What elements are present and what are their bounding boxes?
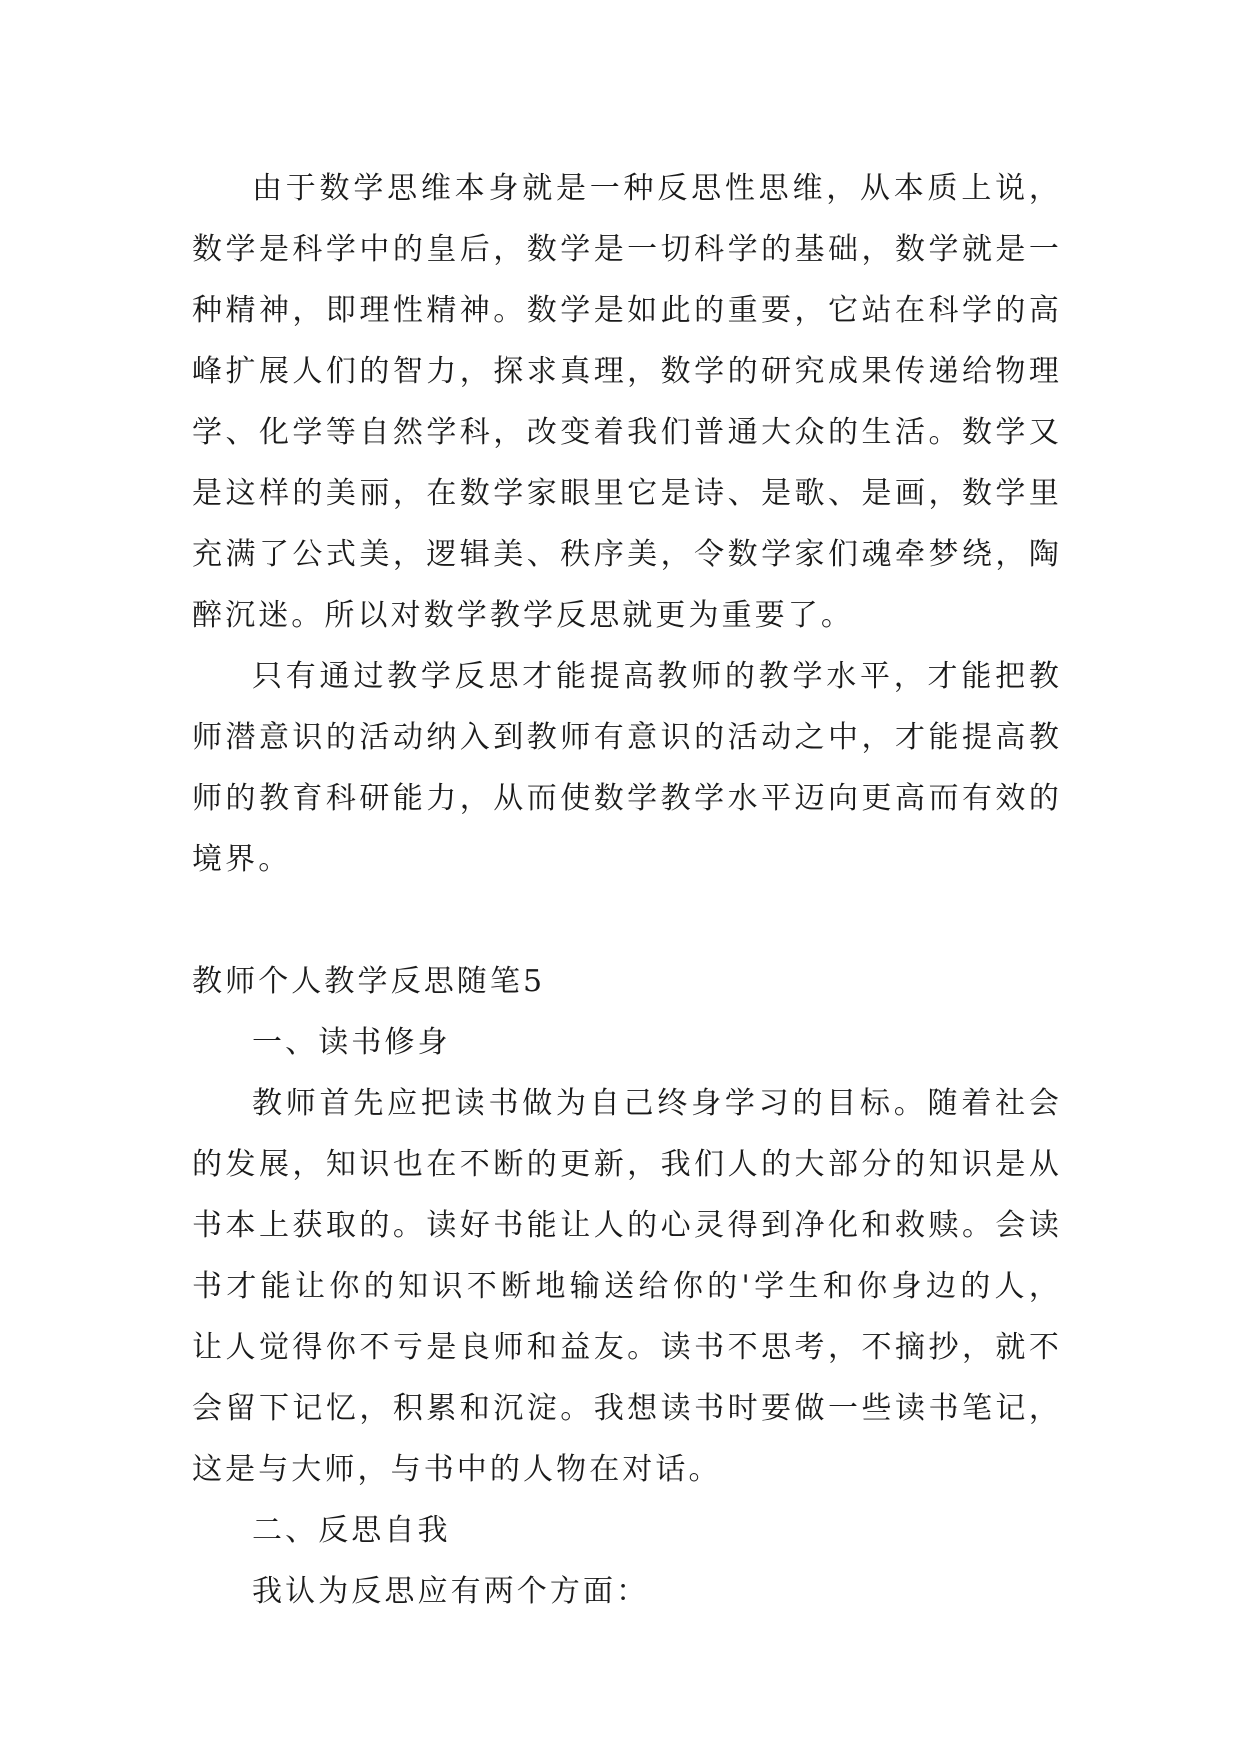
paragraph-teaching-reflection: 只有通过教学反思才能提高教师的教学水平，才能把教师潜意识的活动纳入到教师有意识的活动之中，才能提高教师的教育科研能力，从而使数学教学水平迈向更高而有效的境界。: [192, 659, 1062, 877]
subheading-reading: 一、读书修身: [252, 1025, 451, 1060]
paragraph-reading: 教师首先应把读书做为自己终身学习的目标。随着社会的发展，知识也在不断的更新，我们人的大部分的知识是从书本上获取的。读好书能让人的心灵得到净化和救赎。会读书才能让你的知识不断地输送给你的'学生和你身边的人，让人觉得你不亏是良师和益友。读书不思考，不摘抄，就不会留下记忆，积累和沉淀。我想读书时要做一些读书笔记，这是与大师，与书中的人物在对话。: [192, 1086, 1062, 1487]
paragraph-two-aspects: 我认为反思应有两个方面：: [252, 1574, 650, 1609]
subheading-self-reflection: 二、反思自我: [252, 1513, 451, 1548]
document-body: [192, 158, 1062, 1622]
paragraph-math-thinking: 由于数学思维本身就是一种反思性思维，从本质上说，数学是科学中的皇后，数学是一切科学的基础，数学就是一种精神，即理性精神。数学是如此的重要，它站在科学的高峰扩展人们的智力，探求真理，数学的研究成果传递给物理学、化学等自然学科，改变着我们普通大众的生活。数学又是这样的美丽，在数学家眼里它是诗、是歌、是画，数学里充满了公式美，逻辑美、秩序美，令数学家们魂牵梦绕，陶醉沉迷。所以对数学教学反思就更为重要了。: [192, 171, 1062, 633]
section-title: 教师个人教学反思随笔5: [192, 964, 546, 999]
